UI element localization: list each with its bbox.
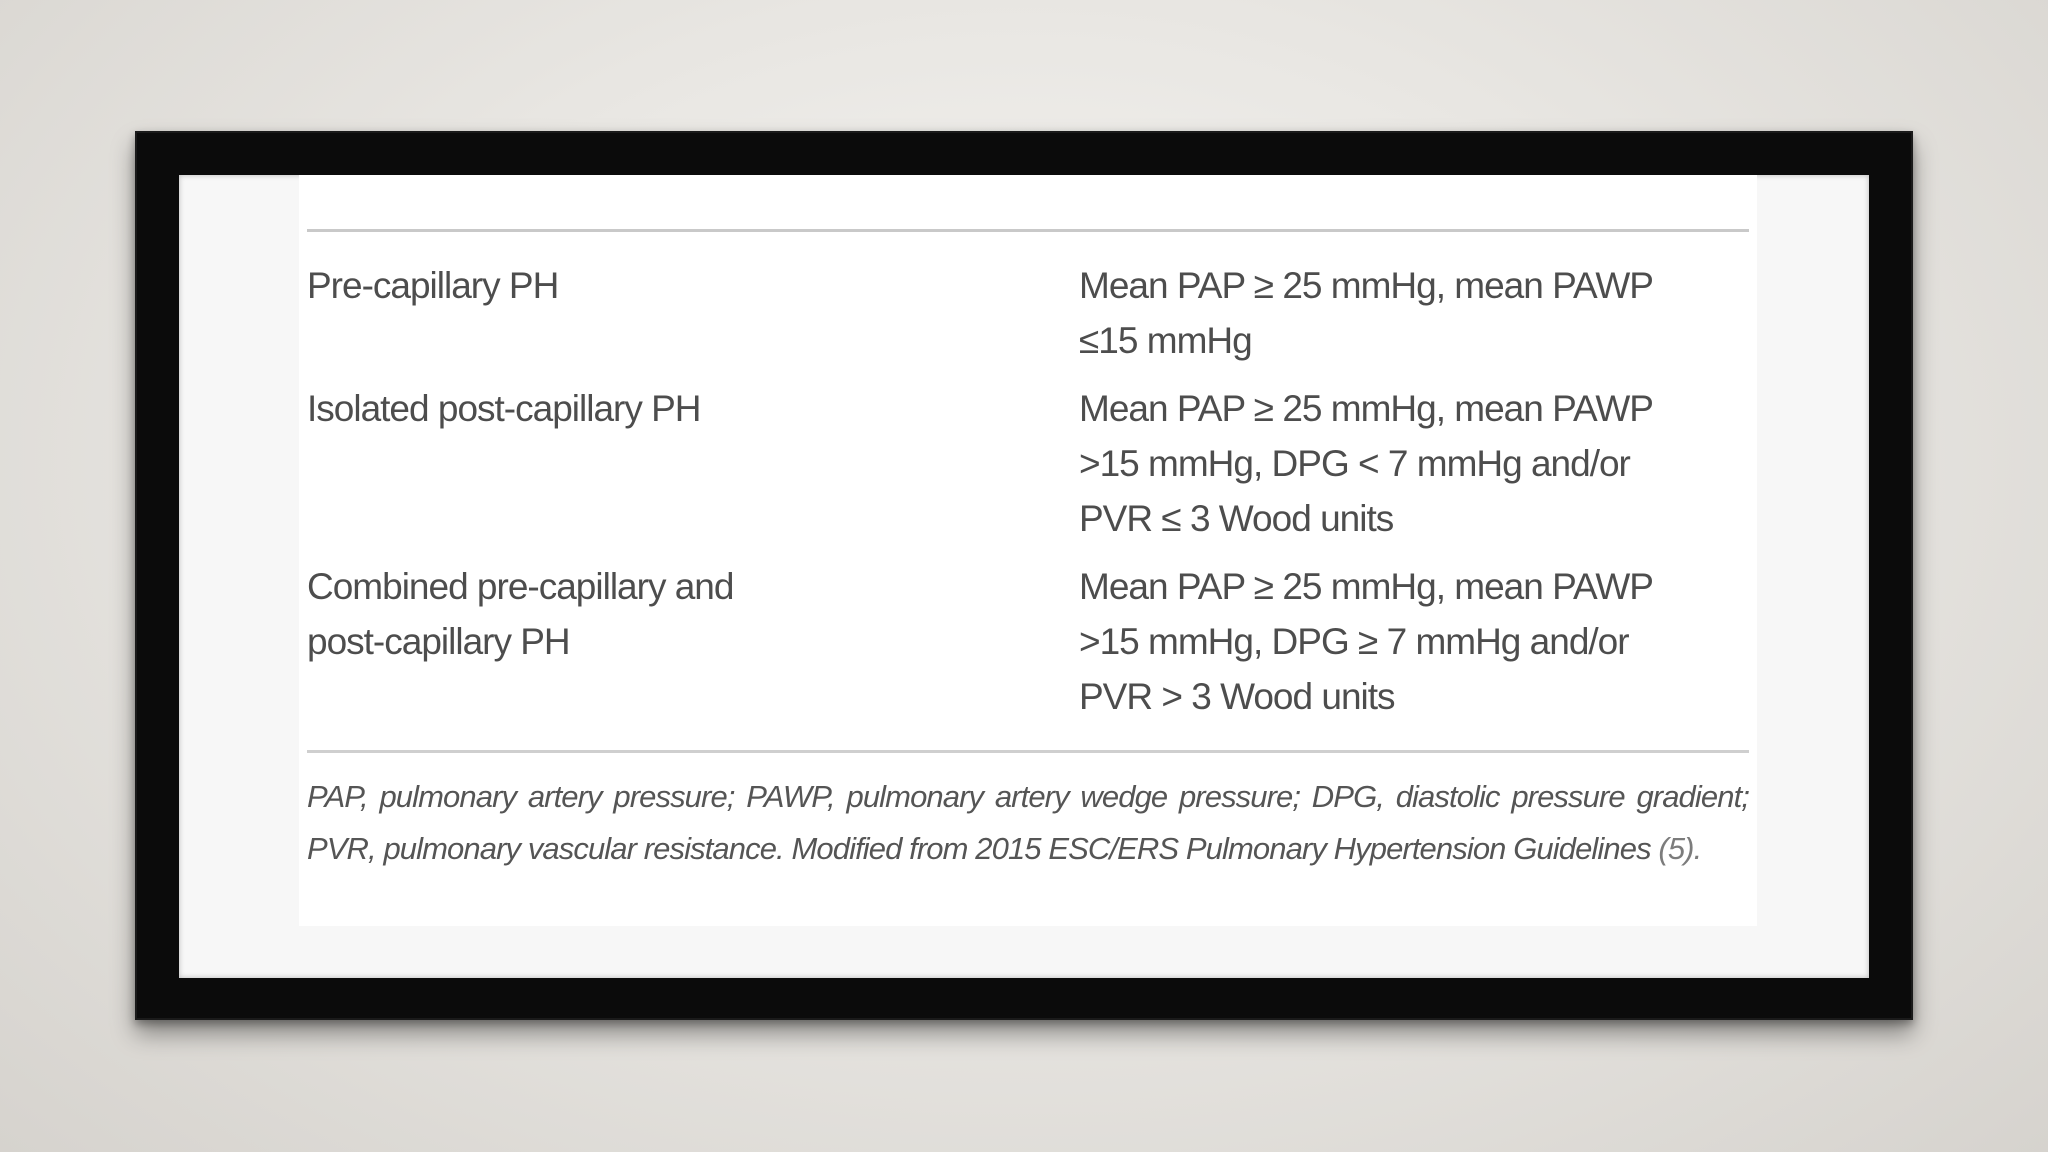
frame-mat [179, 175, 1869, 978]
row-criteria: Mean PAP ≥ 25 mmHg, mean PAWP >15 mmHg, DPG ≥ 7 mmHg and/or PVR > 3 Wood units [1079, 566, 1653, 717]
table-row [307, 559, 1749, 724]
row-label: Isolated post-capillary PH [307, 388, 701, 429]
definitions-table [299, 175, 1757, 926]
table-bottom-rule [307, 750, 1749, 753]
row-criteria: Mean PAP ≥ 25 mmHg, mean PAWP ≤15 mmHg [1079, 265, 1653, 361]
row-label: Pre-capillary PH [307, 265, 559, 306]
table-footnote [307, 771, 1749, 875]
row-label: Combined pre-capillary and post-capillary PH [307, 566, 734, 662]
row-criteria: Mean PAP ≥ 25 mmHg, mean PAWP >15 mmHg, DPG < 7 mmHg and/or PVR ≤ 3 Wood units [1079, 388, 1653, 539]
table-body [307, 232, 1749, 724]
picture-frame [135, 131, 1913, 1020]
footnote-text: PAP, pulmonary artery pressure; PAWP, pulmonary artery wedge pressure; DPG, diastolic pressure gradient; PVR, pulmonary vascular resistance. Modified from 2015 ESC/ERS Pulmonary Hypertension Guidelines [307, 779, 1749, 866]
footnote-reference: (5). [1658, 831, 1702, 866]
table-row [307, 258, 1749, 368]
table-row [307, 381, 1749, 546]
